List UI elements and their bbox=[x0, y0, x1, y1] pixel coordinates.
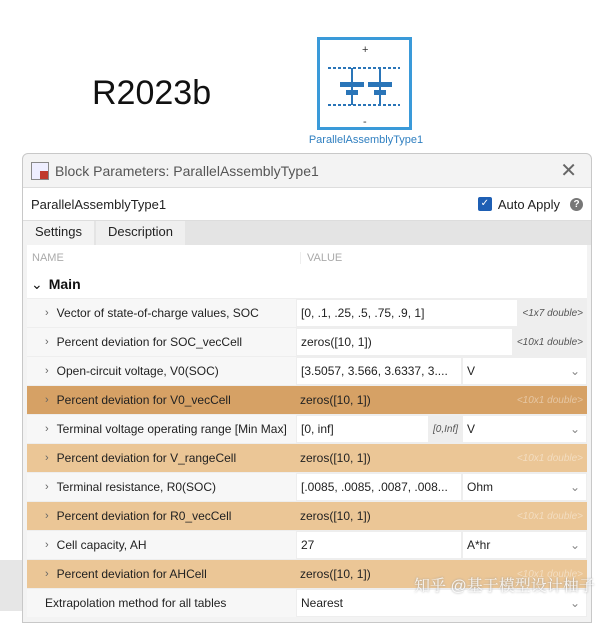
value-text: Nearest bbox=[301, 596, 344, 610]
value-input[interactable] bbox=[296, 502, 513, 530]
svg-text:-: - bbox=[363, 116, 367, 127]
chevron-right-icon[interactable]: › bbox=[45, 481, 49, 493]
value-text: 27 bbox=[301, 538, 315, 552]
chevron-down-icon: ⌄ bbox=[569, 538, 580, 552]
chevron-right-icon[interactable]: › bbox=[45, 365, 49, 377]
dimension-hint: <10x1 double> bbox=[513, 328, 587, 356]
parameter-value bbox=[296, 357, 587, 385]
block-label[interactable]: ParallelAssemblyType1 bbox=[308, 134, 424, 146]
parameter-name bbox=[27, 299, 296, 327]
section-title: Main bbox=[48, 276, 81, 292]
chevron-down-icon[interactable]: ⌄ bbox=[569, 596, 580, 610]
title-bar bbox=[23, 154, 591, 188]
chevron-right-icon[interactable]: › bbox=[45, 539, 49, 551]
value-input[interactable] bbox=[296, 357, 462, 385]
chevron-down-icon: ⌄ bbox=[569, 364, 580, 378]
parameter-row bbox=[27, 530, 587, 559]
parameter-value bbox=[296, 328, 587, 356]
parameter-name bbox=[27, 415, 296, 443]
value-text: zeros([10, 1]) bbox=[300, 451, 371, 465]
parameter-grid bbox=[27, 245, 587, 617]
tab-description[interactable]: Description bbox=[96, 221, 185, 245]
parameter-row bbox=[27, 356, 587, 385]
release-label: R2023b bbox=[92, 74, 212, 112]
value-text: zeros([10, 1]) bbox=[300, 567, 371, 581]
chevron-right-icon[interactable]: › bbox=[45, 307, 49, 319]
value-text: [0, inf] bbox=[301, 422, 334, 436]
value-input[interactable] bbox=[296, 415, 429, 443]
value-input[interactable] bbox=[296, 531, 462, 559]
parameter-name bbox=[27, 444, 296, 472]
parameter-label: Cell capacity, AH bbox=[56, 538, 147, 552]
chevron-right-icon[interactable]: › bbox=[45, 568, 49, 580]
dimension-hint: <10x1 double> bbox=[516, 394, 583, 406]
column-header bbox=[27, 245, 587, 270]
parameter-row bbox=[27, 443, 587, 472]
unit-value: A*hr bbox=[467, 538, 491, 552]
parameter-value bbox=[296, 444, 587, 472]
close-icon[interactable]: ✕ bbox=[560, 160, 577, 182]
parameter-value bbox=[296, 502, 587, 530]
unit-value: V bbox=[467, 364, 476, 378]
chevron-right-icon[interactable]: › bbox=[45, 394, 49, 406]
parameter-label: Percent deviation for V0_vecCell bbox=[56, 393, 231, 407]
chevron-down-icon: ⌄ bbox=[569, 480, 580, 494]
parameter-name bbox=[27, 531, 296, 559]
block-header bbox=[23, 188, 591, 221]
auto-apply-label: Auto Apply bbox=[497, 196, 560, 212]
help-icon[interactable]: ? bbox=[570, 198, 583, 211]
parameter-label: Percent deviation for SOC_vecCell bbox=[56, 335, 243, 349]
unit-select[interactable] bbox=[462, 531, 587, 559]
parameter-label: Vector of state-of-charge values, SOC bbox=[56, 306, 259, 320]
parameter-value bbox=[296, 473, 587, 501]
parameter-label: Percent deviation for R0_vecCell bbox=[56, 509, 232, 523]
unit-select[interactable] bbox=[462, 473, 587, 501]
parameter-label: Terminal voltage operating range [Min Max] bbox=[56, 422, 287, 436]
parameter-row bbox=[27, 414, 587, 443]
chevron-right-icon[interactable]: › bbox=[45, 336, 49, 348]
parameter-name bbox=[27, 386, 296, 414]
column-name: NAME bbox=[27, 252, 301, 264]
parameter-name bbox=[27, 560, 296, 588]
chevron-right-icon[interactable]: › bbox=[45, 510, 49, 522]
dimension-hint: <10x1 double> bbox=[516, 568, 583, 580]
unit-select[interactable] bbox=[462, 357, 587, 385]
parameter-value bbox=[296, 415, 587, 443]
parameter-name bbox=[27, 502, 296, 530]
parameter-value bbox=[296, 386, 587, 414]
parameter-row bbox=[27, 385, 587, 414]
parameter-row bbox=[27, 327, 587, 356]
tab-settings[interactable]: Settings bbox=[23, 221, 94, 245]
parameter-name bbox=[27, 473, 296, 501]
battery-parallel-icon bbox=[320, 40, 409, 127]
parameter-name bbox=[27, 357, 296, 385]
simulink-icon bbox=[31, 162, 49, 180]
parameter-label: Terminal resistance, R0(SOC) bbox=[56, 480, 217, 494]
column-value: VALUE bbox=[307, 251, 343, 264]
value-input[interactable] bbox=[296, 386, 513, 414]
parameter-row bbox=[27, 501, 587, 530]
checkbox-checked-icon[interactable]: ✓ bbox=[478, 197, 492, 211]
parallel-assembly-block[interactable] bbox=[317, 37, 412, 130]
value-text: [0, .1, .25, .5, .75, .9, 1] bbox=[301, 306, 425, 320]
chevron-right-icon[interactable]: › bbox=[45, 452, 49, 464]
parameter-value bbox=[296, 299, 587, 327]
chevron-down-icon: ⌄ bbox=[569, 422, 580, 436]
dimension-hint: <1x7 double> bbox=[518, 299, 587, 327]
section-main[interactable] bbox=[27, 270, 587, 298]
value-input[interactable] bbox=[296, 473, 462, 501]
chevron-down-icon[interactable]: ⌄ bbox=[31, 275, 43, 292]
parameter-label: Open-circuit voltage, V0(SOC) bbox=[56, 364, 219, 378]
parameter-row bbox=[27, 472, 587, 501]
value-input[interactable] bbox=[296, 444, 513, 472]
block-parameters-dialog bbox=[22, 153, 592, 623]
value-input[interactable] bbox=[296, 299, 518, 327]
dialog-title: Block Parameters: ParallelAssemblyType1 bbox=[55, 162, 319, 179]
value-text: zeros([10, 1]) bbox=[300, 509, 371, 523]
unit-value: V bbox=[467, 422, 476, 436]
dimension-hint: <10x1 double> bbox=[516, 510, 583, 522]
svg-text:+: + bbox=[362, 44, 369, 56]
parameter-value bbox=[296, 531, 587, 559]
watermark: 知乎 @基于模型设计柚子 bbox=[414, 578, 595, 595]
chevron-right-icon[interactable]: › bbox=[45, 423, 49, 435]
auto-apply-checkbox[interactable] bbox=[478, 197, 560, 212]
parameter-label: Extrapolation method for all tables bbox=[45, 596, 227, 610]
dimension-hint: [0,Inf] bbox=[429, 415, 462, 443]
value-input[interactable] bbox=[296, 328, 513, 356]
value-text: zeros([10, 1]) bbox=[301, 335, 372, 349]
value-text: [.0085, .0085, .0087, .008... bbox=[301, 480, 448, 494]
dimension-hint: <10x1 double> bbox=[516, 452, 583, 464]
unit-value: Ohm bbox=[467, 480, 494, 494]
tab-bar bbox=[23, 221, 591, 245]
parameter-name bbox=[27, 328, 296, 356]
unit-select[interactable] bbox=[462, 415, 587, 443]
parameter-row bbox=[27, 298, 587, 327]
block-name: ParallelAssemblyType1 bbox=[31, 196, 167, 212]
parameter-label: Percent deviation for V_rangeCell bbox=[56, 451, 237, 465]
parameter-name bbox=[27, 589, 296, 617]
value-text: zeros([10, 1]) bbox=[300, 393, 371, 407]
value-text: [3.5057, 3.566, 3.6337, 3.... bbox=[301, 364, 448, 378]
background-panel bbox=[0, 560, 22, 611]
parameter-label: Percent deviation for AHCell bbox=[56, 567, 207, 581]
